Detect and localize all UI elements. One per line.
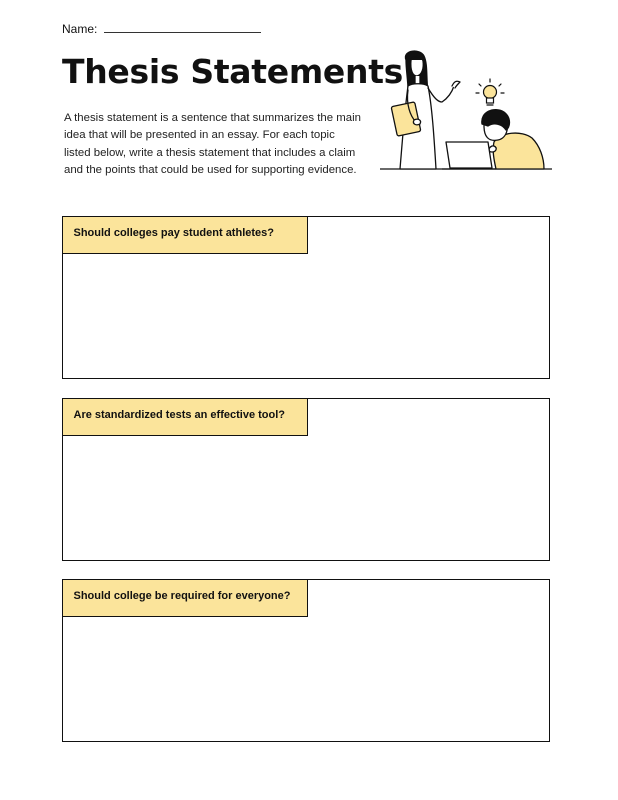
topic-question-3: Should college be required for everyone? <box>62 579 308 617</box>
name-label: Name: <box>62 22 98 36</box>
lightbulb-icon <box>476 79 504 105</box>
laptop-icon <box>442 142 496 169</box>
topic-question-2: Are standardized tests an effective tool? <box>62 398 308 436</box>
page-title: Thesis Statements <box>62 52 404 91</box>
intro-paragraph: A thesis statement is a sentence that summarizes the main idea that will be presented in an essay. For each topic listed below, write a thesis statement that includes a claim and the points that could be used for supporting evidence. <box>64 112 361 176</box>
teacher-student-illustration <box>376 46 556 176</box>
topic-question-1: Should colleges pay student athletes? <box>62 216 308 254</box>
topic-box-1 <box>62 216 550 379</box>
name-blank-line[interactable] <box>104 22 261 33</box>
topic-box-3 <box>62 579 550 742</box>
answer-area-3[interactable] <box>63 618 549 741</box>
answer-area-1[interactable] <box>63 255 549 378</box>
name-field <box>62 22 261 36</box>
answer-area-2[interactable] <box>63 437 549 560</box>
topic-box-2 <box>62 398 550 561</box>
